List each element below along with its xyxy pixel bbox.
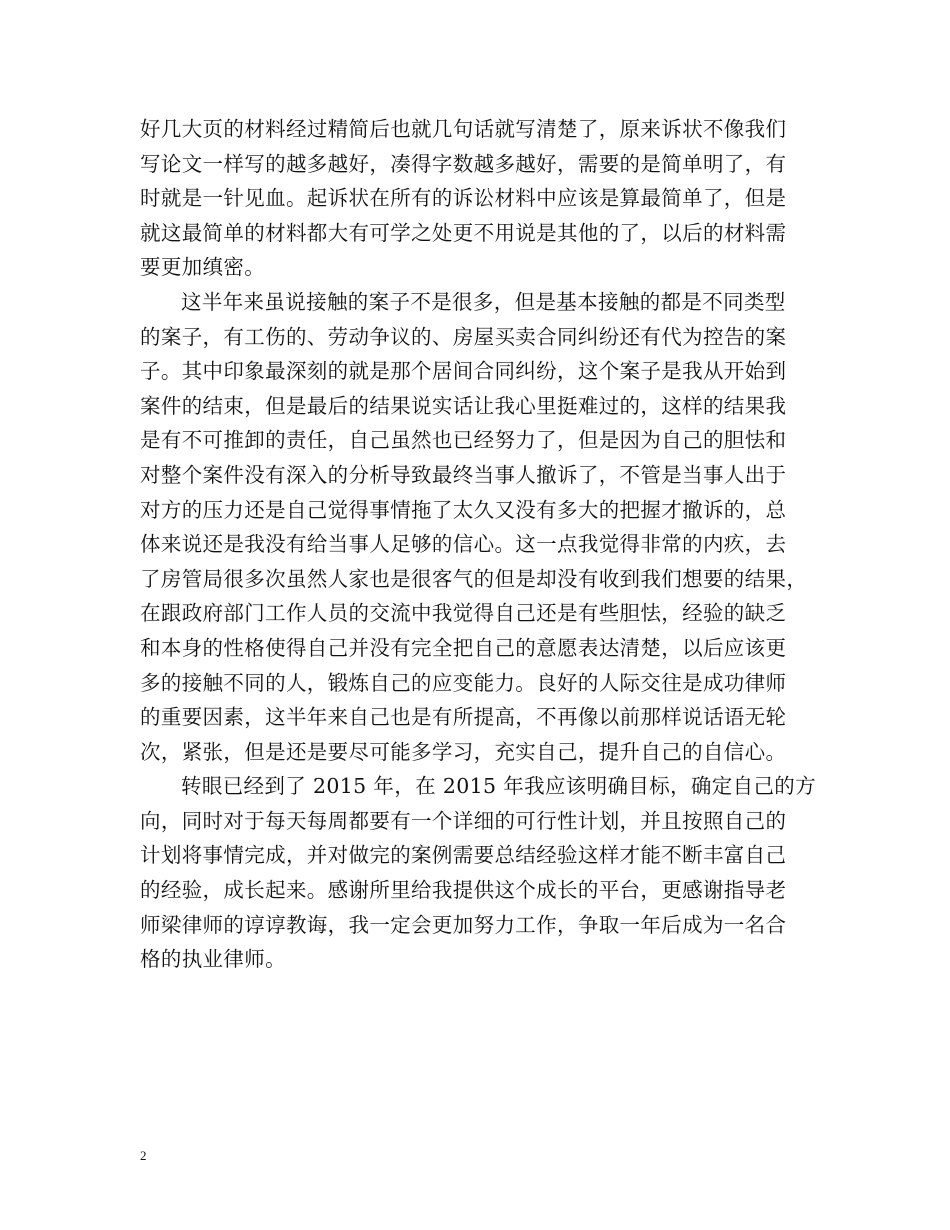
text-line: 向，同时对于每天每周都要有一个详细的可行性计划，并且按照自己的 [140,808,787,833]
text-line: 格的执业律师。 [140,947,286,972]
text-line: 这半年来虽说接触的案子不是很多，但是基本接触的都是不同类型 [181,289,786,314]
text-line: 师梁律师的谆谆教诲，我一定会更加努力工作，争取一年后成为一名合 [140,912,787,937]
text-line: 写论文一样写的越多越好，凑得字数越多越好，需要的是简单明了，有 [140,151,787,176]
body-text [140,112,820,977]
text-line: 转眼已经到了 2015 年，在 2015 年我应该明确目标，确定自己的方 [181,774,817,799]
text-line: 的重要因素，这半年来自己也是有所提高，不再像以前那样说话语无轮 [140,705,787,730]
text-line: 在跟政府部门工作人员的交流中我觉得自己还是有些胆怯，经验的缺乏 [140,601,787,626]
text-line: 好几大页的材料经过精简后也就几句话就写清楚了，原来诉状不像我们 [140,117,787,141]
text-line: 子。其中印象最深刻的就是那个居间合同纠纷，这个案子是我从开始到 [140,359,787,384]
text-line: 时就是一针见血。起诉状在所有的诉讼材料中应该是算最简单了，但是 [140,186,787,211]
text-line: 体来说还是我没有给当事人足够的信心。这一点我觉得非常的内疚，去 [140,532,787,557]
text-line: 和本身的性格使得自己并没有完全把自己的意愿表达清楚，以后应该更 [140,635,787,660]
text-line: 计划将事情完成，并对做完的案例需要总结经验这样才能不断丰富自己 [140,843,787,868]
text-line: 案件的结束，但是最后的结果说实话让我心里挺难过的，这样的结果我 [140,393,787,418]
text-line: 次，紧张，但是还是要尽可能多学习，充实自己，提升自己的自信心。 [140,739,787,764]
text-line: 是有不可推卸的责任，自己虽然也已经努力了，但是因为自己的胆怯和 [140,428,787,453]
text-line: 的经验，成长起来。感谢所里给我提供这个成长的平台，更感谢指导老 [140,878,787,903]
text-line: 对方的压力还是自己觉得事情拖了太久又没有多大的把握才撤诉的，总 [140,497,787,522]
text-line: 的案子，有工伤的、劳动争议的、房屋买卖合同纠纷还有代为控告的案 [140,324,787,349]
text-line: 了房管局很多次虽然人家也是很客气的但是却没有收到我们想要的结果， [140,566,808,591]
text-line: 多的接触不同的人，锻炼自己的应变能力。良好的人际交往是成功律师 [140,670,787,695]
text-line: 要更加缜密。 [140,255,266,280]
text-line: 对整个案件没有深入的分析导致最终当事人撤诉了，不管是当事人出于 [140,462,787,487]
text-line: 就这最简单的材料都大有可学之处更不用说是其他的了，以后的材料需 [140,220,787,245]
page-number: 2 [140,1148,147,1163]
